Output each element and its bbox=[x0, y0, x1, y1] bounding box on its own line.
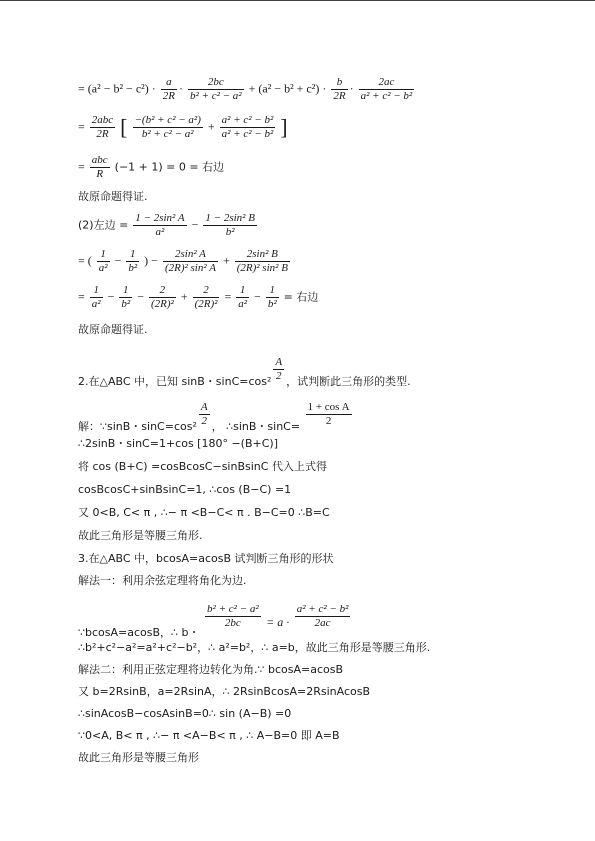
fraction: $\frac{A}{2}$ bbox=[200, 401, 208, 427]
fraction: $\frac{\text{2sin² B}}{\text{(2R)² sin² B}}$ bbox=[236, 248, 288, 274]
proof1-line1: = (a² − b² − c²) · $\frac{a}{2R}$ · $\frac{2bc}{\text{b² + c² − a²}}$ + (a² − b² + c²) · $\frac{b}{2R}$ · $\frac{2ac}{\text{a² + c² − b²}}$ bbox=[78, 76, 413, 102]
proof2-line1: (2)左边 = $\frac{\text{1 − 2sin² A}}{\text{a²}}$ − $\frac{\text{1 − 2sin² B}}{\text{b²}}$ bbox=[78, 212, 255, 238]
problem2-statement: 2.在△ABC 中，已知 sinB・sinC=cos² $\frac{A}{2}$ ，试判断此三角形的类型. bbox=[78, 356, 411, 388]
proof2-line3: = $\frac{1}{\text{a²}}$ − $\frac{1}{\text{b²}}$ − $\frac{2}{\text{(2R)²}}$ + $\frac{2}{\text{(2R)²}}$ = $\frac{1}{\text{a²}}$ − $\frac{1}{\text{b²}}$ = 右边 bbox=[78, 284, 319, 310]
problem3-method2: 解法二：利用正弦定理将边转化为角.∵ bcosA=acosB bbox=[78, 663, 344, 676]
fraction: $\frac{\text{1 − 2sin² A}}{\text{a²}}$ bbox=[135, 212, 185, 238]
fraction: $\frac{b}{2R}$ bbox=[333, 76, 346, 102]
fraction: $\frac{a}{2R}$ bbox=[162, 76, 175, 102]
fraction: $\frac{1}{\text{a²}}$ bbox=[238, 284, 248, 310]
fraction: $\frac{\text{a² + c² − b²}}{2ac}$ bbox=[296, 603, 349, 629]
fraction: abc R bbox=[91, 154, 108, 180]
problem3-statement: 3.在△ABC 中，bcosA=acosB 试判断三角形的形状 bbox=[78, 552, 334, 565]
fraction: $\frac{1}{\text{b²}}$ bbox=[121, 284, 131, 310]
problem3-line3: ∴b²+c²−a²=a²+c²−b²，∴ a²=b²，∴ a=b，故此三角形是等腰三角形. bbox=[78, 641, 431, 654]
problem2-line4: 将 cos (B+C) =cosBcosC−sinBsinC 代入上式得 bbox=[78, 460, 327, 473]
proof1-conclusion: 故原命题得证. bbox=[78, 190, 148, 203]
proof2-line2: = ( $\frac{1}{\text{a²}}$ − $\frac{1}{\text{b²}}$ ) − $\frac{\text{2sin² A}}{\text{(2R)² sin² A}}$ + $\frac{\text{2sin² B}}{\text{(2R)² sin² B}}$ bbox=[78, 248, 288, 274]
problem3-line6: ∴sinAcosB−cosAsinB=0∴ sin (A−B) =0 bbox=[78, 707, 292, 720]
proof1-line3: = abc R (−1 + 1) = 0 = 右边 bbox=[78, 154, 225, 180]
fraction: $\frac{1}{\text{b²}}$ bbox=[267, 284, 277, 310]
problem2-line5: cosBcosC+sinBsinC=1, ∴cos (B−C) =1 bbox=[78, 483, 292, 496]
fraction: $\frac{A}{2}$ bbox=[275, 356, 283, 382]
fraction: $\frac{2}{\text{(2R)²}}$ bbox=[194, 284, 218, 310]
fraction: $\frac{\text{2sin² A}}{\text{(2R)² sin² A}}$ bbox=[164, 248, 216, 274]
fraction: $\frac{2bc}{\text{b² + c² − a²}}$ bbox=[189, 76, 242, 102]
fraction: $\frac{2ac}{\text{a² + c² − b²}}$ bbox=[360, 76, 413, 102]
problem2-line3: ∴2sinB・sinC=1+cos [180° −(B+C)] bbox=[78, 437, 278, 450]
fraction: $\frac{1}{\text{a²}}$ bbox=[98, 248, 108, 274]
problem3-line5: 又 b=2RsinB，a=2RsinA，∴ 2RsinBcosA=2RsinAcosB bbox=[78, 685, 371, 698]
problem3-line2: ∵bcosA=acosB，∴ b・ $\frac{\text{b² + c² − a²}}{2bc}$ = a · $\frac{\text{a² + c² − b²}}{2ac}$ bbox=[78, 603, 349, 639]
fraction: $\frac{\text{1 + cos A}}{2}$ bbox=[307, 401, 350, 427]
page-top-border bbox=[0, 0, 595, 1]
problem3-line8: 故此三角形是等腰三角形 bbox=[78, 751, 199, 764]
fraction: 2abc 2R bbox=[91, 114, 114, 140]
fraction: $\frac{1}{\text{b²}}$ bbox=[128, 248, 138, 274]
problem2-line7: 故此三角形是等腰三角形. bbox=[78, 529, 203, 542]
problem3-line7: ∵0<A, B< π , ∴− π <A−B< π , ∴ A−B=0 即 A=B bbox=[78, 729, 340, 742]
fraction: $\frac{\text{b² + c² − a²}}{2bc}$ bbox=[207, 603, 259, 629]
problem2-solution-line1: 解：∵sinB・sinC=cos² $\frac{A}{2}$ ， ∴sinB・sinC= $\frac{\text{1 + cos A}}{2}$ bbox=[78, 401, 350, 433]
fraction: $\frac{\text{a² + c² − b²}}{\text{a² + c² − b²}}$ bbox=[221, 114, 274, 140]
fraction: $\frac{1}{\text{a²}}$ bbox=[91, 284, 101, 310]
fraction: $\frac{\text{−(b² + c² − a²)}}{\text{b² + c² − a²}}$ bbox=[134, 114, 201, 140]
proof1-line2: = 2abc 2R [ $\frac{\text{−(b² + c² − a²)}}{\text{b² + c² − a²}}$ + $\frac{\text{a² + c² − b²}}{\text{a² + c² − b²}}$ ] bbox=[78, 114, 288, 140]
problem3-method1: 解法一：利用余弦定理将角化为边. bbox=[78, 574, 247, 587]
fraction: $\frac{\text{1 − 2sin² B}}{\text{b²}}$ bbox=[205, 212, 255, 238]
fraction: $\frac{2}{\text{(2R)²}}$ bbox=[150, 284, 174, 310]
proof2-conclusion: 故原命题得证. bbox=[78, 323, 148, 336]
problem2-line6: 又 0<B, C< π , ∴− π <B−C< π . B−C=0 ∴B=C bbox=[78, 506, 330, 519]
